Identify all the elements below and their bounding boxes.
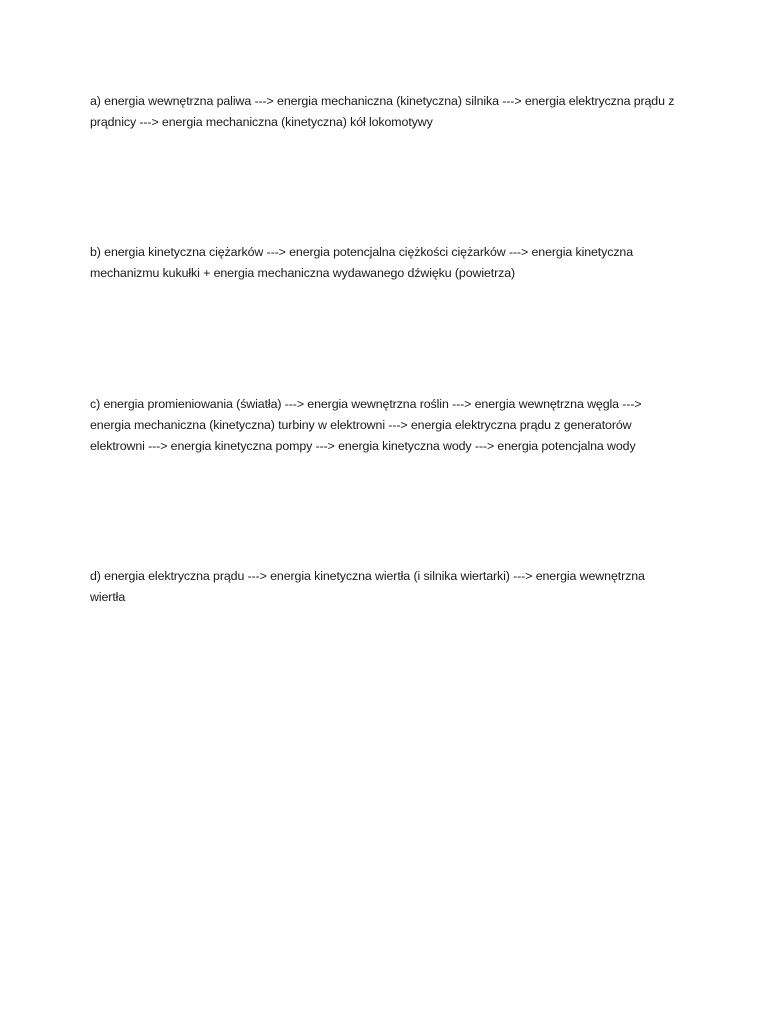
paragraph-c: c) energia promieniowania (światła) ---> energia wewnętrzna roślin ---> energia wewnętrzna węgla ---> energia mechaniczna (kinetyczna) turbiny w elektrowni ---> energia elektryczna prądu z generatorów elektrowni ---> energia kinetyczna pompy ---> energia kinetyczna wody ---> energia potencjalna wody <box>90 397 642 453</box>
paragraph-a: a) energia wewnętrzna paliwa ---> energia mechaniczna (kinetyczna) silnika ---> energia elektryczna prądu z prądnicy ---> energia mechaniczna (kinetyczna) kół lokomotywy <box>90 94 675 129</box>
paragraph-d: d) energia elektryczna prądu ---> energia kinetyczna wiertła (i silnika wiertarki) ---> energia wewnętrzna wiertła <box>90 569 645 604</box>
paragraph-b: b) energia kinetyczna ciężarków ---> energia potencjalna ciężkości ciężarków ---> energia kinetyczna mechanizmu kukułki + energia mechaniczna wydawanego dźwięku (powietrza) <box>90 245 634 280</box>
